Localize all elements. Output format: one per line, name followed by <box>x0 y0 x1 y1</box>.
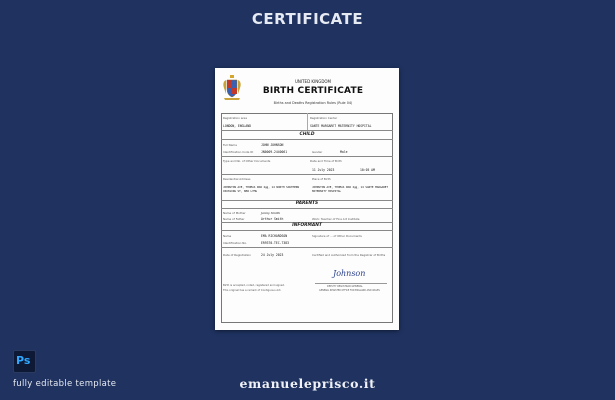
address-label: Residential Address <box>223 177 251 181</box>
registrar-caption-2: GENERAL REGISTER OFFICE FOR ENGLAND AND WALES <box>319 289 380 292</box>
gender-label: Gender <box>312 150 323 154</box>
editable-template-tagline: fully editable template <box>13 379 117 389</box>
informant-name-value: EMA RICHARDSON <box>261 234 288 238</box>
full-name-value: JOHN JOHNSON <box>261 143 284 147</box>
birthplace-label: Place of Birth <box>312 177 331 181</box>
full-name-label: Full Name <box>223 143 237 147</box>
website-url: emanueleprisco.it <box>239 376 376 391</box>
parents-section-heading: PARENTS <box>295 201 319 206</box>
father-label: Name of Father <box>223 217 245 221</box>
divider <box>221 156 393 157</box>
address-value: JOHNSTON AVE, THOMAS ROW 2gg, 14 NORTH SOUTHERN CROSSING ST, NEW LYMG <box>223 185 300 193</box>
informant-name-label: Name <box>223 234 232 238</box>
registration-center-label: Registration Center <box>310 116 338 120</box>
birth-certificate-document <box>215 68 399 330</box>
mother-value: Jenny Smith <box>261 211 281 215</box>
divider <box>221 230 393 231</box>
mother-occupation: Work: Teacher of Fine Art Institute <box>312 217 360 221</box>
father-value: Arthur Smith <box>261 217 284 221</box>
registration-district-label: Registration area <box>223 116 247 120</box>
registration-district-value: LONDON, ENGLAND <box>223 124 251 128</box>
registrar-signature: Johnson <box>333 269 366 278</box>
birth-date-value: 11 July 2023 <box>312 168 335 172</box>
registrar-caption-1: DEPUTY REGISTRAR GENERAL <box>327 285 363 288</box>
page-title: CERTIFICATE <box>251 10 364 28</box>
document-title: BIRTH CERTIFICATE <box>262 86 364 96</box>
registration-date-value: 24 July 2023 <box>261 253 284 257</box>
divider <box>221 130 393 131</box>
photoshop-logo-text: Ps <box>16 354 31 367</box>
other-documents-label: Type and No. of Other Documents <box>223 159 271 163</box>
footer-note-2: This original has a remark of Contiguous Act. <box>223 289 282 292</box>
divider <box>221 208 393 209</box>
photoshop-logo-icon <box>13 350 36 373</box>
mother-label: Name of Mother <box>223 211 246 215</box>
informant-section-heading: INFORMANT <box>292 223 322 228</box>
child-section-heading: CHILD <box>299 132 315 137</box>
issuing-country: UNITED KINGDOM <box>295 79 331 84</box>
birthplace-value: JOHNSTON AVE, THOMAS ROW 2gg, 14 SANTE MARGARET MATERNITY HOSPITAL <box>312 185 389 193</box>
informant-relation: Signature of ... of Other Documents <box>312 234 362 238</box>
informant-id-value: ER9370-TEC-7383 <box>261 241 289 245</box>
divider <box>221 174 393 175</box>
certified-note: Certified and Authorized from the Registrar of Births <box>312 253 386 257</box>
id-value: JN0009-2440061 <box>261 150 288 154</box>
signature-line <box>315 283 387 284</box>
footer-note-1: Birth is accepted, noted, registered and signed. <box>223 284 285 287</box>
birth-time-value: 10:05 AM <box>360 168 375 172</box>
divider <box>221 139 393 140</box>
birth-datetime-label: Date and Time of Birth <box>310 159 342 163</box>
column-divider <box>307 113 308 130</box>
registration-act: Births and Deaths Registration Rules (Rule 04) <box>273 101 353 105</box>
divider <box>221 247 393 248</box>
id-label: Identification Code ID <box>223 150 254 154</box>
registration-center-value: SANTE MARGARET MATERNITY HOSPITAL <box>310 124 372 128</box>
gender-value: Male <box>340 150 348 154</box>
informant-id-label: Identification No. <box>223 241 247 245</box>
registration-date-label: Date of Registration <box>223 253 252 257</box>
